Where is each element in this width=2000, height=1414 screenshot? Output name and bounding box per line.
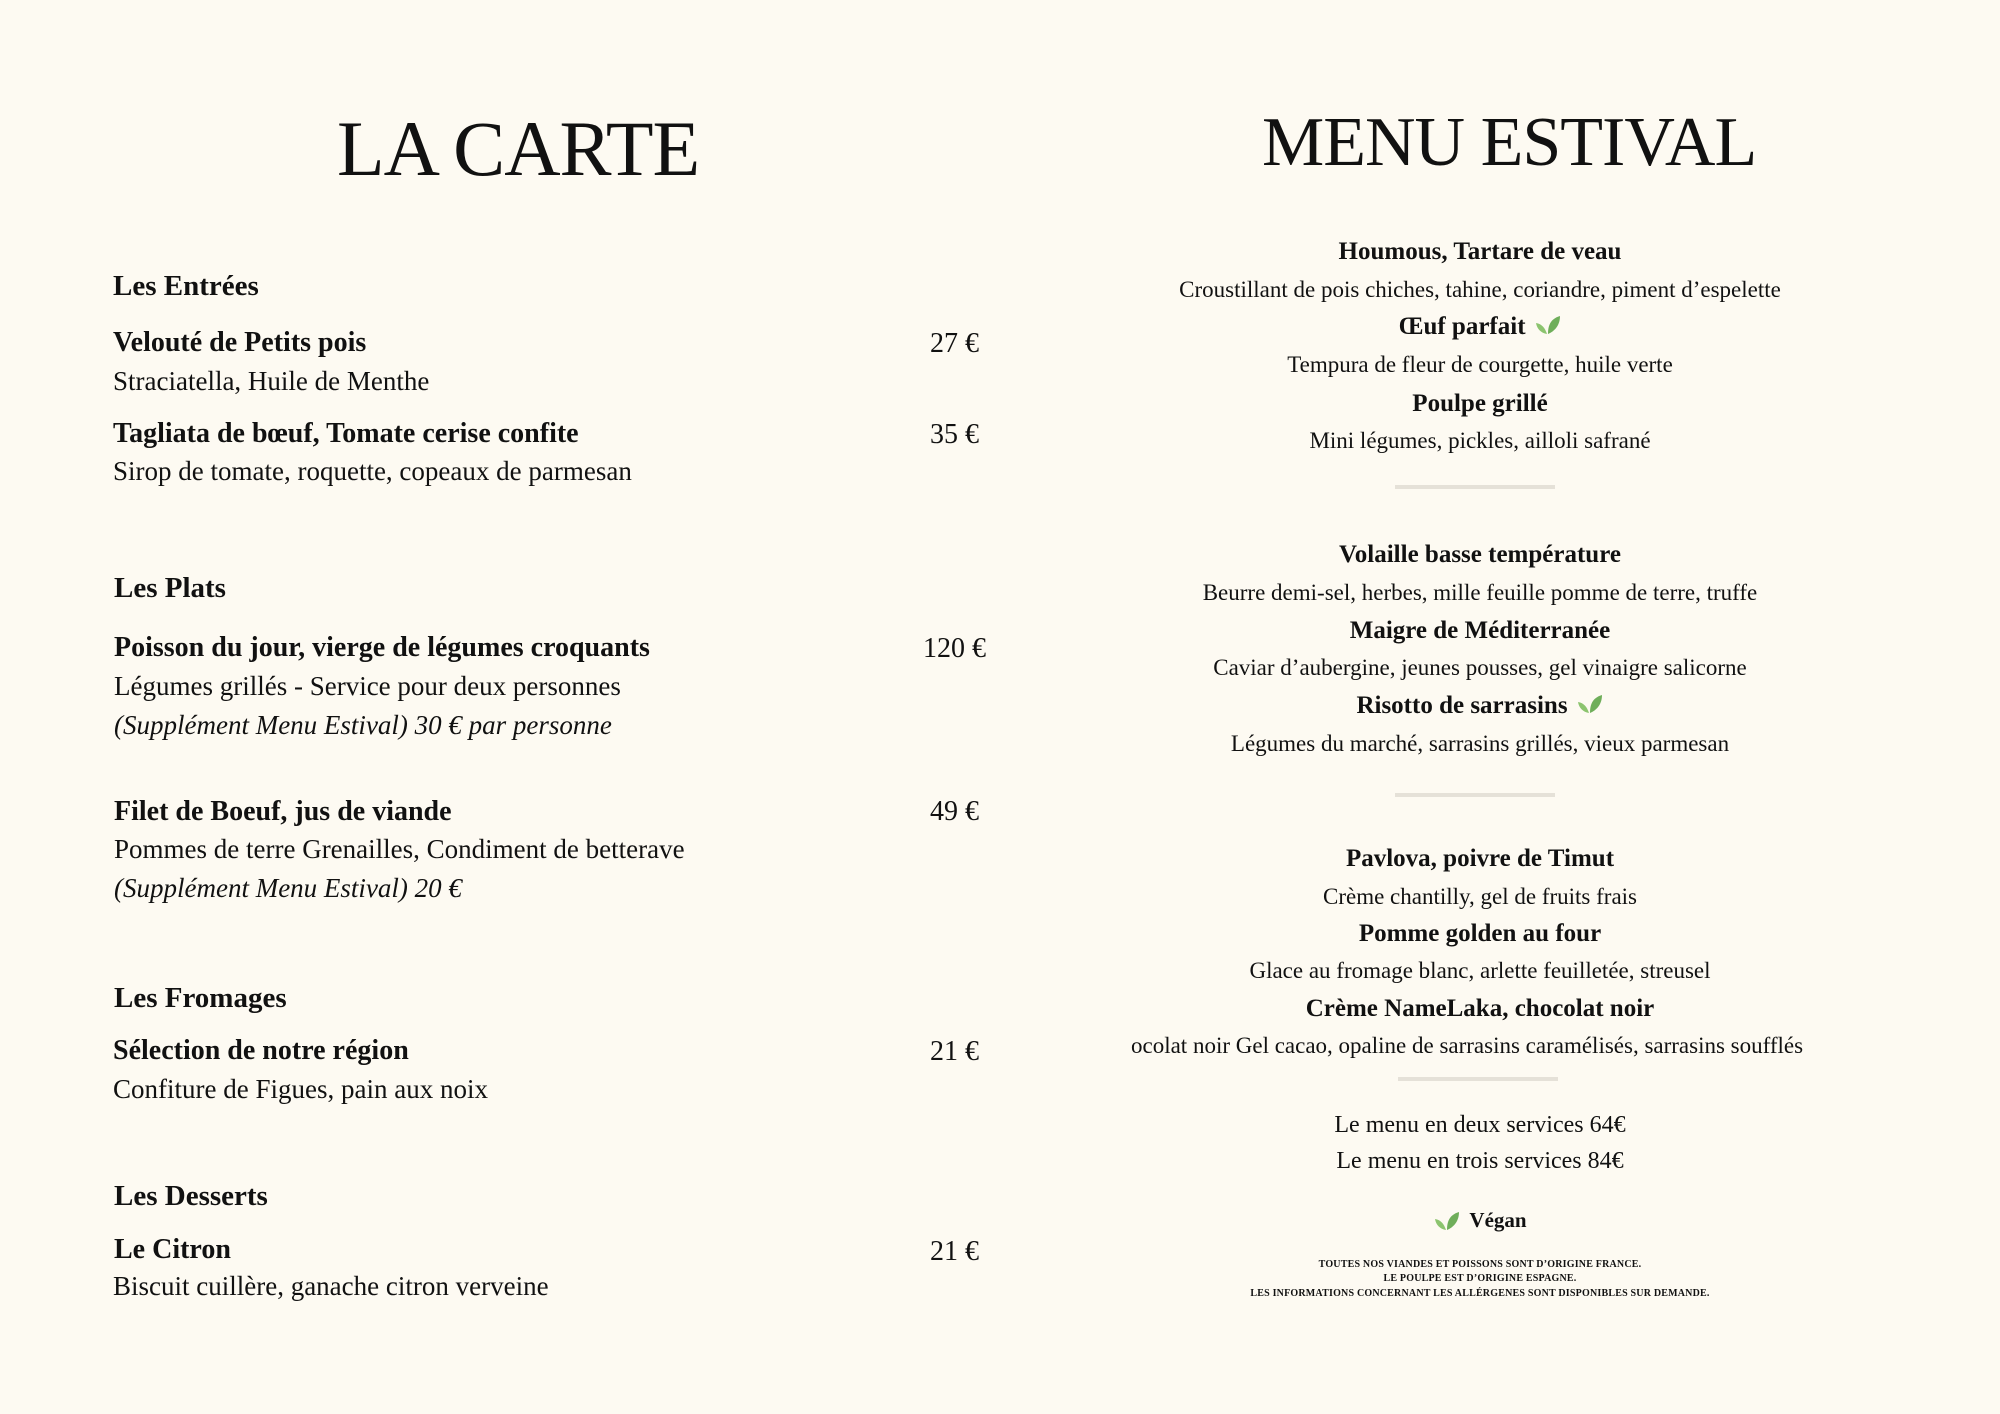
- estival-dish-name: [1130, 692, 1830, 722]
- course-divider: [1395, 485, 1555, 489]
- dish-description: Straciatella, Huile de Menthe: [113, 366, 430, 396]
- estival-dish-description: Caviar d’aubergine, jeunes pousses, gel vinaigre salicorne: [1213, 655, 1747, 680]
- dish-price: 35 €: [930, 419, 979, 450]
- dish-description: Confiture de Figues, pain aux noix: [113, 1074, 488, 1104]
- section-title-entrees: Les Entrées: [113, 270, 259, 302]
- estival-dish-name: [1130, 313, 1830, 343]
- dish-price: 21 €: [930, 1036, 979, 1067]
- section-title-fromages: Les Fromages: [114, 982, 287, 1014]
- estival-dish-name: Houmous, Tartare de veau: [1338, 238, 1622, 265]
- carte-title: LA CARTE: [337, 105, 700, 192]
- origin-note: TOUTES NOS VIANDES ET POISSONS SONT D’ORIGINE FRANCE.: [1318, 1259, 1642, 1270]
- course-divider: [1398, 1077, 1558, 1081]
- dish-description: Biscuit cuillère, ganache citron verveine: [113, 1271, 549, 1301]
- allergen-note: LES INFORMATIONS CONCERNANT LES ALLÉRGENES SONT DISPONIBLES SUR DEMANDE.: [1250, 1288, 1710, 1299]
- estival-dish-name: Crème NameLaka, chocolat noir: [1305, 995, 1655, 1022]
- dish-description: Pommes de terre Grenailles, Condiment de betterave: [114, 834, 685, 864]
- dish-description: Légumes grillés - Service pour deux personnes: [114, 671, 621, 701]
- leaf-icon: [1534, 314, 1562, 343]
- dish-price: 120 €: [923, 633, 986, 664]
- dish-price: 49 €: [930, 796, 979, 827]
- estival-dish-description: Mini légumes, pickles, ailloli safrané: [1309, 428, 1651, 453]
- leaf-icon: [1433, 1210, 1461, 1237]
- origin-note: LE POULPE EST D’ORIGINE ESPAGNE.: [1383, 1273, 1577, 1284]
- section-title-desserts: Les Desserts: [114, 1180, 268, 1212]
- estival-dish-label: Risotto de sarrasins: [1356, 692, 1568, 719]
- estival-dish-name: Pavlova, poivre de Timut: [1345, 845, 1615, 872]
- dish-price: 27 €: [930, 328, 979, 359]
- estival-dish-description: Glace au fromage blanc, arlette feuilletée, streusel: [1249, 958, 1711, 983]
- estival-dish-name: Pomme golden au four: [1358, 920, 1602, 947]
- estival-dish-label: Œuf parfait: [1398, 313, 1526, 340]
- estival-title: MENU ESTIVAL: [1262, 104, 1757, 181]
- course-divider: [1395, 793, 1555, 797]
- dish-name: Poisson du jour, vierge de légumes croquants: [114, 632, 650, 663]
- estival-dish-description: Tempura de fleur de courgette, huile verte: [1287, 352, 1673, 377]
- estival-dish-description: ocolat noir Gel cacao, opaline de sarrasins caramélisés, sarrasins soufflés: [1131, 1033, 1804, 1058]
- dish-name: Velouté de Petits pois: [113, 327, 367, 358]
- dish-price: 21 €: [930, 1236, 979, 1267]
- menu-estival-column: [1000, 0, 2000, 1414]
- estival-dish-description: Crème chantilly, gel de fruits frais: [1322, 884, 1637, 909]
- estival-dish-name: Volaille basse température: [1339, 541, 1621, 568]
- dish-name: Filet de Boeuf, jus de viande: [114, 796, 452, 827]
- dish-description: Sirop de tomate, roquette, copeaux de parmesan: [113, 456, 632, 486]
- dish-supplement: (Supplément Menu Estival) 30 € par personne: [114, 710, 612, 740]
- section-title-plats: Les Plats: [114, 572, 226, 604]
- menu-price-two-courses: Le menu en deux services 64€: [1334, 1112, 1626, 1138]
- estival-dish-name: Maigre de Méditerranée: [1349, 617, 1611, 644]
- dish-name: Le Citron: [114, 1234, 231, 1265]
- estival-dish-description: Beurre demi-sel, herbes, mille feuille pomme de terre, truffe: [1202, 580, 1758, 605]
- estival-dish-name: Poulpe grillé: [1412, 390, 1548, 417]
- estival-dish-description: Croustillant de pois chiches, tahine, coriandre, piment d’espelette: [1179, 277, 1781, 302]
- menu-price-three-courses: Le menu en trois services 84€: [1336, 1148, 1624, 1174]
- dish-name: Tagliata de bœuf, Tomate cerise confite: [113, 418, 579, 449]
- estival-dish-description: Légumes du marché, sarrasins grillés, vieux parmesan: [1230, 731, 1730, 756]
- dish-supplement: (Supplément Menu Estival) 20 €: [114, 873, 462, 903]
- dish-name: Sélection de notre région: [113, 1035, 409, 1066]
- leaf-icon: [1576, 693, 1604, 722]
- vegan-legend-label: Végan: [1469, 1208, 1527, 1232]
- vegan-legend: [1130, 1208, 1830, 1237]
